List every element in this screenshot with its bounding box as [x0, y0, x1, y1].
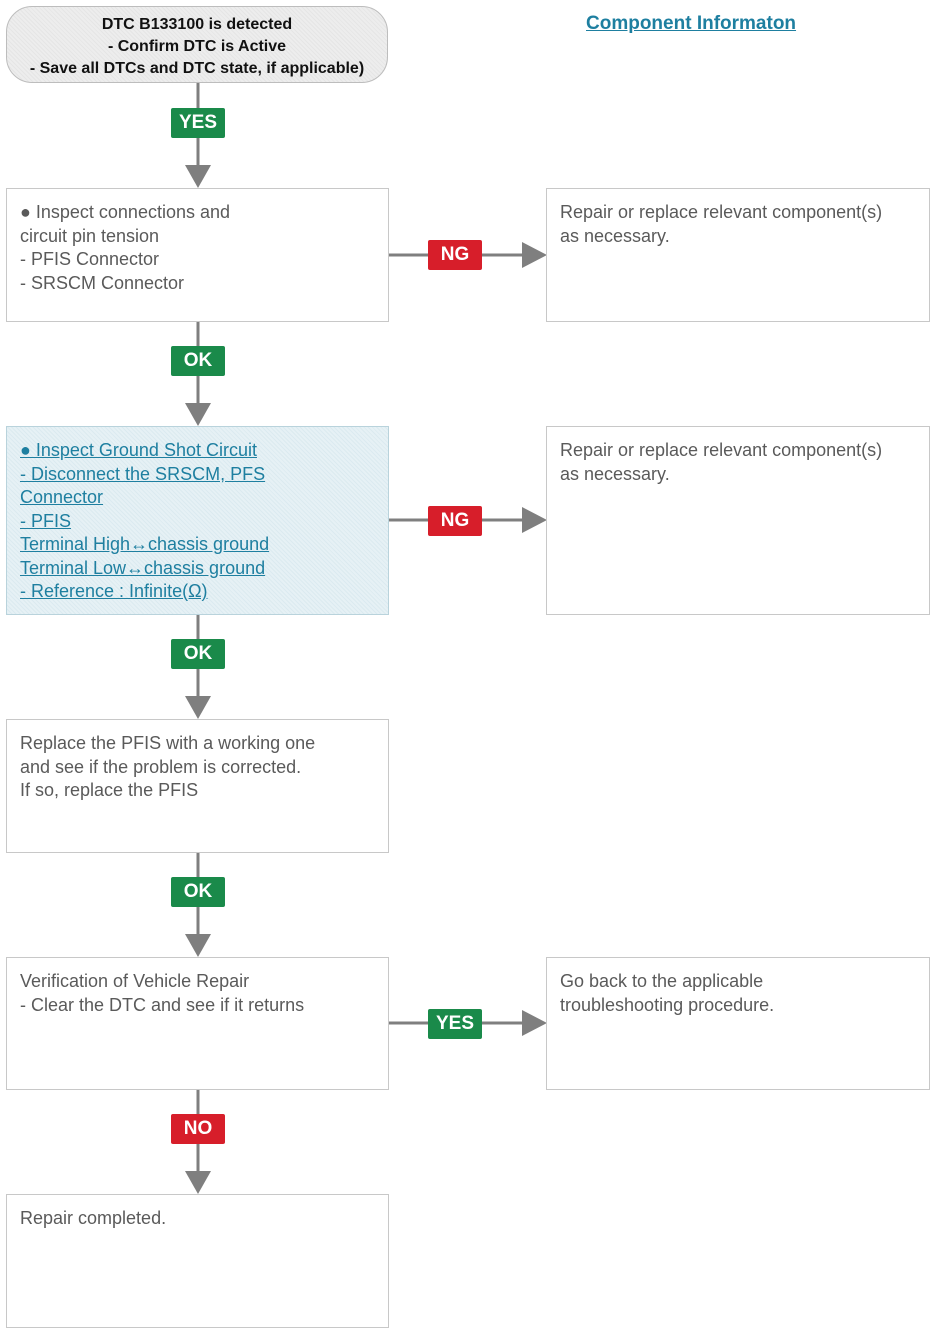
inspect-ground-line-3[interactable]: Connector — [20, 487, 104, 507]
ok-badge-3: OK — [171, 877, 225, 907]
inspect-ground-line-7[interactable]: - Reference : Infinite(Ω) — [20, 581, 208, 601]
yes-badge-start: YES — [171, 108, 225, 138]
replace-pfis-box — [6, 719, 389, 853]
inspect-connections-line-4: - SRSCM Connector — [20, 272, 185, 293]
inspect-ground-line-6[interactable]: Terminal Low↔chassis ground — [20, 557, 266, 578]
inspect-ground-line-2[interactable]: - Disconnect the SRSCM, PFS — [20, 463, 266, 484]
go-back-box — [546, 957, 930, 1090]
verification-line-2: - Clear the DTC and see if it returns — [20, 994, 305, 1015]
repair-replace-box-1 — [546, 188, 930, 322]
start-line-3: - Save all DTCs and DTC state, if applicable) — [29, 60, 365, 77]
inspect-connections-box — [6, 188, 389, 322]
no-badge-verify: NO — [171, 1114, 225, 1144]
repair-replace-2-line-1: Repair or replace relevant component(s) — [560, 440, 883, 460]
inspect-connections-line-3: - PFIS Connector — [20, 249, 160, 269]
ng-badge-2: NG — [428, 506, 482, 536]
replace-pfis-line-2: and see if the problem is corrected. — [20, 756, 302, 777]
inspect-ground-line-5[interactable]: Terminal High↔chassis ground — [20, 534, 270, 554]
repair-completed-line: Repair completed. — [20, 1208, 167, 1228]
component-information-link[interactable]: Component Informaton — [586, 13, 797, 34]
ng-badge-1: NG — [428, 240, 482, 270]
inspect-ground-line-4[interactable]: - PFIS — [20, 510, 72, 531]
verification-box — [6, 957, 389, 1090]
repair-replace-2-line-2: as necessary. — [560, 463, 670, 484]
replace-pfis-line-1: Replace the PFIS with a working one — [20, 733, 316, 753]
yes-badge-verify: YES — [428, 1009, 482, 1039]
inspect-ground-circuit-box[interactable] — [6, 426, 389, 615]
repair-completed-box — [6, 1194, 389, 1328]
repair-replace-box-2 — [546, 426, 930, 615]
ok-badge-1: OK — [171, 346, 225, 376]
ok-badge-2: OK — [171, 639, 225, 669]
inspect-connections-line-2: circuit pin tension — [20, 225, 160, 246]
start-line-1: DTC B133100 is detected — [101, 16, 293, 33]
start-line-2: - Confirm DTC is Active — [107, 38, 287, 55]
repair-replace-1-line-1: Repair or replace relevant component(s) — [560, 202, 883, 222]
verification-line-1: Verification of Vehicle Repair — [20, 971, 250, 991]
go-back-line-2: troubleshooting procedure. — [560, 994, 775, 1015]
repair-replace-1-line-2: as necessary. — [560, 225, 670, 246]
inspect-ground-line-1[interactable]: ● Inspect Ground Shot Circuit — [20, 440, 257, 460]
replace-pfis-line-3: If so, replace the PFIS — [20, 780, 199, 800]
go-back-line-1: Go back to the applicable — [560, 971, 764, 991]
start-dtc-box — [6, 6, 388, 83]
inspect-connections-line-1: ● Inspect connections and — [20, 202, 231, 222]
